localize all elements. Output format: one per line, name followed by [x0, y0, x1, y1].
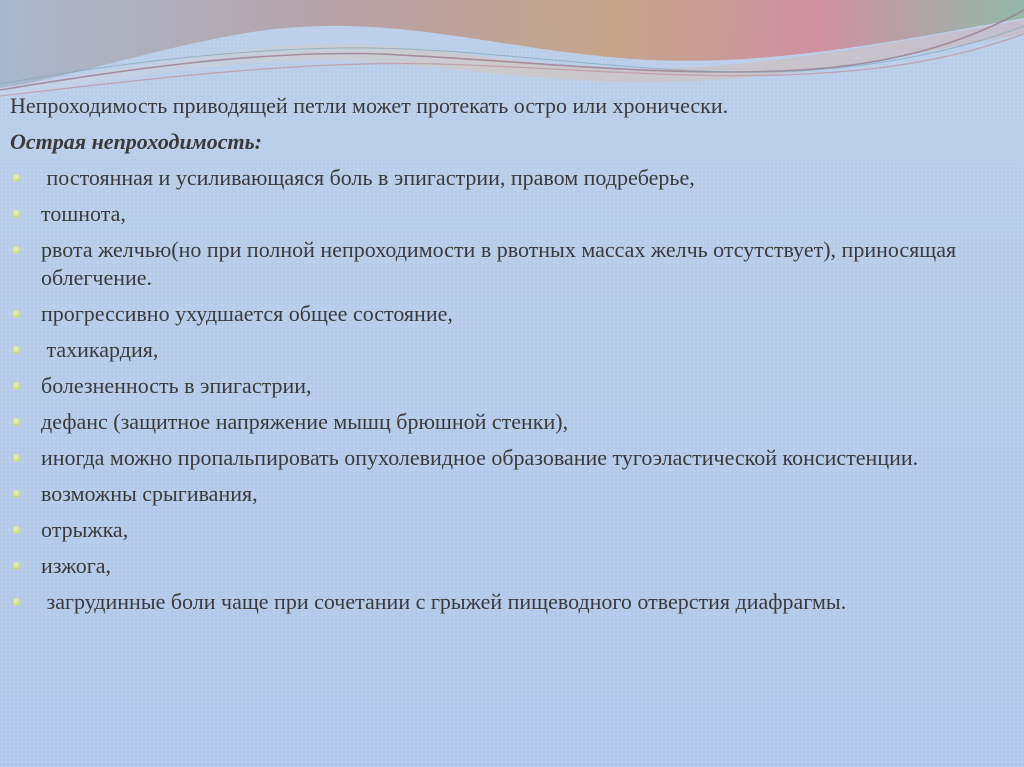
decorative-wave-banner: [0, 0, 1024, 100]
list-item: иногда можно пропальпировать опухолевидное образование тугоэластической консистенции.: [10, 444, 1000, 472]
list-item: отрыжка,: [10, 516, 1000, 544]
slide-content: [10, 92, 1000, 624]
bullet-dot-icon: [13, 382, 21, 390]
bullet-dot-icon: [13, 598, 21, 606]
list-item: тахикардия,: [10, 336, 1000, 364]
intro-text: Непроходимость приводящей петли может протекать остро или хронически.: [10, 93, 729, 118]
list-item: изжога,: [10, 552, 1000, 580]
bullet-dot-icon: [13, 310, 21, 318]
list-item: тошнота,: [10, 200, 1000, 228]
bullet-dot-icon: [13, 210, 21, 218]
bullet-dot-icon: [13, 418, 21, 426]
bullet-dot-icon: [13, 526, 21, 534]
symptom-list: [10, 164, 1000, 616]
bullet-dot-icon: [13, 346, 21, 354]
list-item: постоянная и усиливающаяся боль в эпигастрии, правом подреберье,: [10, 164, 1000, 192]
list-item: прогрессивно ухудшается общее состояние,: [10, 300, 1000, 328]
section-heading: Острая непроходимость:: [10, 129, 263, 154]
bullet-dot-icon: [13, 454, 21, 462]
bullet-dot-icon: [13, 174, 21, 182]
list-item: болезненность в эпигастрии,: [10, 372, 1000, 400]
list-item: загрудинные боли чаще при сочетании с грыжей пищеводного отверстия диафрагмы.: [10, 588, 1000, 616]
list-item: рвота желчью(но при полной непроходимости в рвотных массах желчь отсутствует), приносящая облегчение.: [10, 236, 1000, 292]
bullet-dot-icon: [13, 562, 21, 570]
list-item: дефанс (защитное напряжение мышц брюшной стенки),: [10, 408, 1000, 436]
bullet-dot-icon: [13, 246, 21, 254]
list-item: возможны срыгивания,: [10, 480, 1000, 508]
bullet-dot-icon: [13, 490, 21, 498]
